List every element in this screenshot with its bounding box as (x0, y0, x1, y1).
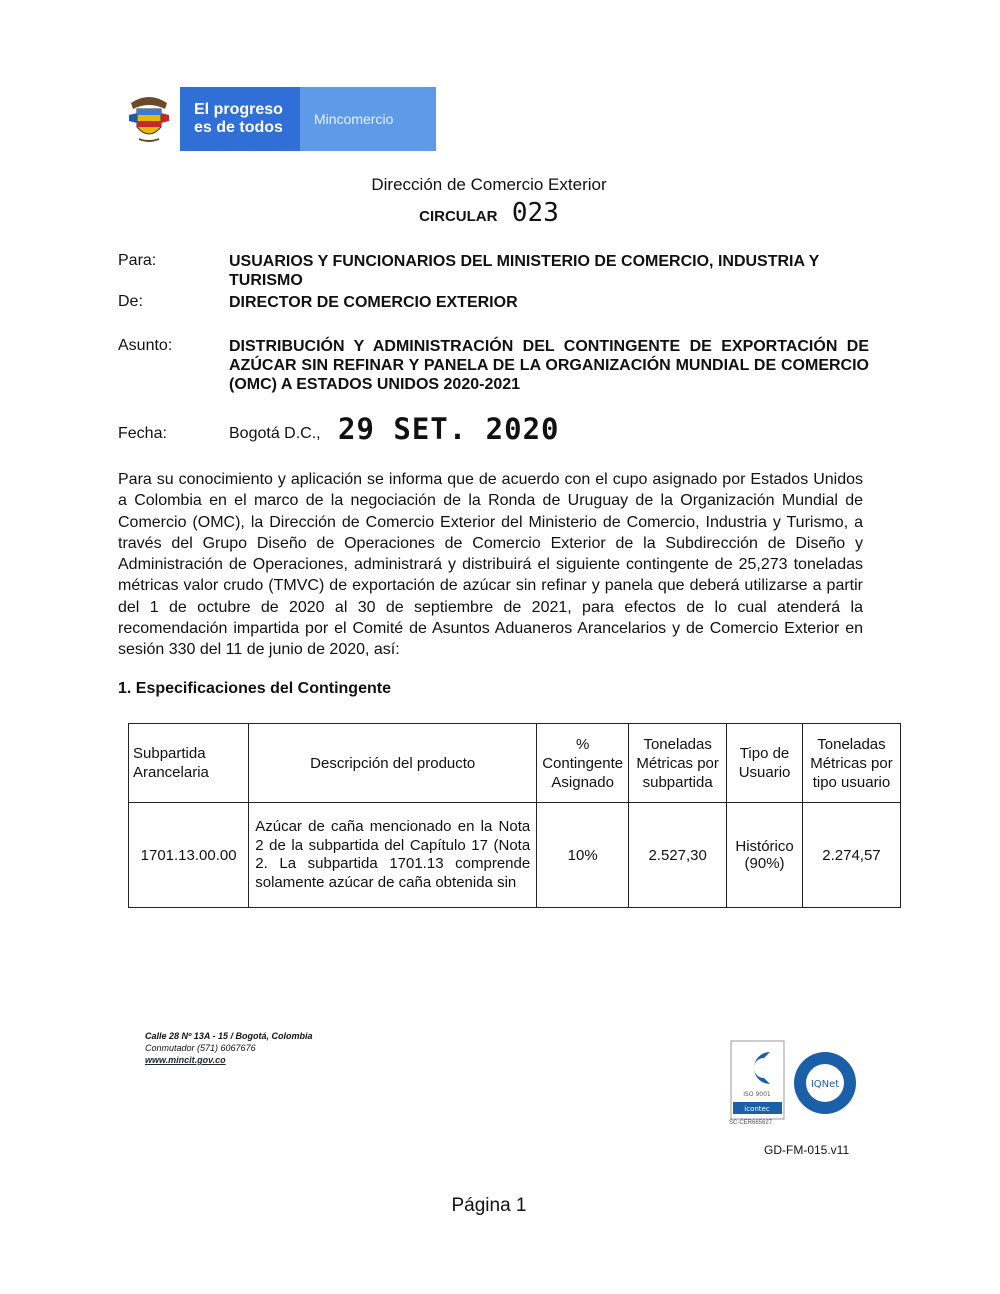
fecha-label: Fecha: (118, 425, 167, 442)
iqnet-certification-icon (792, 1050, 858, 1116)
slogan-line-2: es de todos (194, 119, 283, 136)
fecha-date-stamp: 29 SET. 2020 (338, 412, 560, 446)
logo-banner (118, 87, 436, 151)
footer-address-block (145, 1030, 313, 1066)
table-row (129, 803, 901, 908)
ministry-name: Mincomercio (300, 87, 436, 151)
iqnet-text: IQNet (810, 1079, 840, 1090)
cell-toneladas-tipo: 2.274,57 (802, 803, 900, 908)
cell-descripcion: Azúcar de caña mencionado en la Nota 2 de la subpartida del Capítulo 17 (Nota 2. La subpartida 1701.13 comprende solamente azúcar de caña obtenida sin (249, 803, 537, 908)
asunto-value: DISTRIBUCIÓN Y ADMINISTRACIÓN DEL CONTINGENTE DE EXPORTACIÓN DE AZÚCAR SIN REFINAR Y PANELA DE LA ORGANIZACIÓN MUNDIAL DE COMERCIO (OMC) A ESTADOS UNIDOS 2020-2021 (229, 338, 869, 393)
header-contingente: % Contingente Asignado (537, 724, 629, 803)
footer-website-link[interactable]: www.mincit.gov.co (145, 1055, 226, 1065)
slogan-line-1: El progreso (194, 101, 283, 118)
form-code: GD-FM-015.v11 (764, 1143, 850, 1157)
header-toneladas-subpartida: Toneladas Métricas por subpartida (629, 724, 727, 803)
footer-phone: Conmutador (571) 6067676 (145, 1043, 256, 1053)
header-descripcion: Descripción del producto (249, 724, 537, 803)
cert-code: SC-CER665627 (729, 1120, 773, 1126)
header-subpartida: Subpartida Arancelaria (129, 724, 249, 803)
cell-tipo-usuario: Histórico (90%) (727, 803, 803, 908)
header-tipo-usuario: Tipo de Usuario (727, 724, 803, 803)
cert-iso-text: ISO 9001 (743, 1091, 771, 1098)
icontec-certification-icon (730, 1040, 785, 1122)
de-value: DIRECTOR DE COMERCIO EXTERIOR (229, 294, 518, 311)
page-number: Página 1 (451, 1195, 527, 1216)
body-paragraph: Para su conocimiento y aplicación se informa que de acuerdo con el cupo asignado por Estados Unidos a Colombia en el marco de la negociación de la Ronda de Uruguay de la Organización Mundial de Comercio (OMC), la Dirección de Comercio Exterior del Ministerio de Comercio, Industria y Turismo, a través del Grupo Diseño de Operaciones de Comercio Exterior de la Subdirección de Diseño y Administración de Operaciones, administrará y distribuirá el siguiente contingente de 25,273 toneladas métricas valor crudo (TMVC) de exportación de azúcar sin refinar y panela que deberá utilizarse a partir del 1 de octubre de 2020 al 30 de septiembre de 2021, para efectos de lo cual atenderá la recomendación impartida por el Comité de Asuntos Aduaneros Arancelarios y de Comercio Exterior en sesión 330 del 11 de junio de 2020, así: (118, 471, 863, 659)
asunto-label: Asunto: (118, 337, 173, 354)
para-value: USUARIOS Y FUNCIONARIOS DEL MINISTERIO DE COMERCIO, INDUSTRIA Y TURISMO (229, 253, 819, 289)
fecha-city: Bogotá D.C., (229, 425, 321, 442)
cell-subpartida: 1701.13.00.00 (129, 803, 249, 908)
cell-contingente: 10% (537, 803, 629, 908)
para-label: Para: (118, 252, 157, 269)
circular-label: CIRCULAR (419, 208, 498, 225)
header-toneladas-tipo: Toneladas Métricas por tipo usuario (802, 724, 900, 803)
circular-heading (0, 198, 978, 228)
section-title: 1. Especificaciones del Contingente (118, 680, 391, 697)
de-label: De: (118, 293, 143, 310)
table-header-row (129, 724, 901, 803)
direction-title: Dirección de Comercio Exterior (371, 175, 607, 194)
contingent-table (128, 723, 901, 908)
circular-number: 023 (511, 198, 559, 228)
cert-brand-text: icontec (744, 1105, 770, 1113)
cell-toneladas-subpartida: 2.527,30 (629, 803, 727, 908)
footer-address: Calle 28 Nº 13A - 15 / Bogotá, Colombia (145, 1031, 313, 1041)
coat-of-arms-icon (118, 87, 180, 151)
slogan (180, 87, 300, 151)
